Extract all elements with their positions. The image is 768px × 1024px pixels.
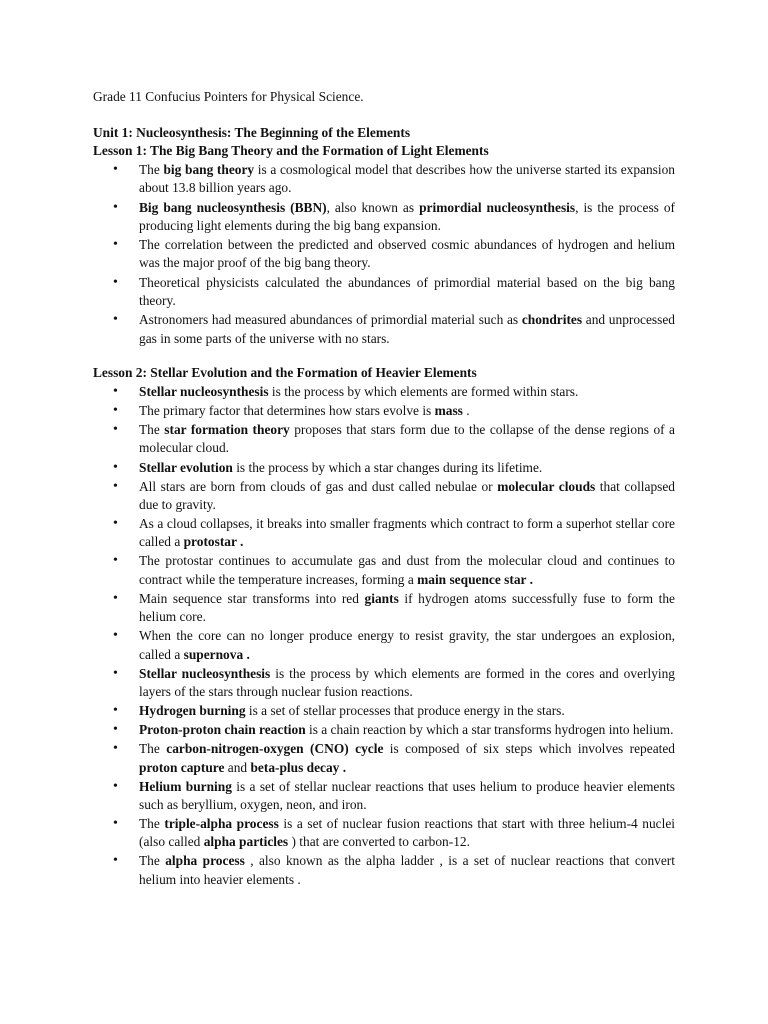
- bold-term: main sequence star .: [417, 571, 533, 587]
- list-item: [93, 311, 675, 348]
- text-run: Astronomers had measured abundances of primordial material such as: [139, 312, 522, 328]
- bold-term: Stellar nucleosynthesis: [139, 384, 269, 399]
- list-item: [93, 236, 675, 273]
- text-run: is a set of stellar processes that produce energy in the stars.: [245, 703, 565, 719]
- bold-term: mass: [434, 403, 463, 419]
- list-item: [93, 665, 675, 702]
- text-run: As a cloud collapses, it breaks into smaller fragments which contract to form a superhot stellar core called a: [139, 516, 675, 550]
- lesson1-heading: Lesson 1: The Big Bang Theory and the Formation of Light Elements: [93, 143, 489, 158]
- bold-term: carbon-nitrogen-oxygen (CNO) cycle: [166, 741, 384, 757]
- bold-term: Helium burning: [139, 778, 232, 794]
- text-run: is a set of stellar nuclear reactions that uses helium to produce heavier elements such as beryllium, oxygen, neon, and iron.: [139, 778, 675, 812]
- list-item: [93, 402, 675, 420]
- bold-term: giants: [364, 590, 399, 606]
- text-run: is the process by which elements are formed within stars.: [268, 384, 579, 399]
- bold-term: beta-plus decay .: [250, 759, 347, 775]
- bold-term: molecular clouds: [497, 478, 596, 494]
- list-item: [93, 740, 675, 777]
- unit-heading: Unit 1: Nucleosynthesis: The Beginning of the Elements: [93, 125, 411, 140]
- list-item: [93, 627, 675, 664]
- text-run: The protostar continues to accumulate gas and dust from the molecular cloud and continues to contract while the temperature increases, forming a: [139, 553, 675, 587]
- list-item: [93, 274, 675, 311]
- text-run: All stars are born from clouds of gas and dust called nebulae or: [139, 478, 498, 494]
- list-item: [93, 478, 675, 515]
- bold-term: chondrites: [521, 312, 583, 328]
- bold-term: proton capture: [139, 759, 225, 775]
- text-run: is a set of nuclear fusion reactions that start with three helium-4 nuclei (also called: [139, 815, 675, 850]
- text-run: if hydrogen atoms successfully fuse to form the helium core.: [139, 590, 675, 625]
- list-item: [93, 702, 675, 720]
- text-run: Theoretical physicists calculated the abundances of primordial material based on the big bang theory.: [139, 274, 675, 309]
- lesson1-bullet-list: [93, 161, 675, 349]
- lesson2-heading: Lesson 2: Stellar Evolution and the Formation of Heavier Elements: [93, 365, 477, 380]
- text-run: ) that are converted to carbon-12.: [288, 834, 470, 850]
- text-run: The: [139, 422, 165, 438]
- bold-term: Hydrogen burning: [139, 703, 246, 719]
- list-item: [93, 199, 675, 236]
- list-item: [93, 590, 675, 627]
- bold-term: big bang theory: [163, 162, 255, 177]
- bold-term: primordial nucleosynthesis: [419, 199, 576, 215]
- text-run: The: [139, 162, 164, 177]
- bold-term: alpha process: [165, 853, 245, 869]
- text-run: is the process by which a star changes during its lifetime.: [232, 459, 543, 475]
- list-item: [93, 778, 675, 815]
- text-run: is the process by which elements are formed in the cores and overlying layers of the stars through nuclear fusion reactions.: [139, 665, 676, 699]
- text-run: The: [139, 853, 166, 869]
- document-title: Grade 11 Confucius Pointers for Physical Science.: [93, 89, 364, 104]
- bold-term: star formation theory: [164, 422, 290, 438]
- bold-term: Stellar nucleosynthesis: [139, 665, 271, 681]
- text-run: is a cosmological model that describes how the universe started its expansion about 13.8 billion years ago.: [139, 162, 676, 196]
- bold-term: protostar .: [183, 534, 244, 550]
- list-item: [93, 515, 675, 552]
- bold-term: supernova .: [183, 646, 250, 662]
- bold-term: alpha particles: [203, 834, 289, 850]
- text-run: and unprocessed gas in some parts of the universe with no stars.: [139, 312, 675, 346]
- bold-term: Proton-proton chain reaction: [139, 722, 306, 738]
- list-item: [93, 161, 675, 198]
- text-run: .: [462, 403, 470, 419]
- text-run: is a chain reaction by which a star transforms hydrogen into helium.: [305, 722, 674, 738]
- text-run: , also known as: [326, 199, 420, 215]
- list-item: [93, 552, 675, 589]
- text-run: The primary factor that determines how stars evolve is: [139, 403, 435, 419]
- list-item: [93, 815, 675, 852]
- lesson2-bullet-list: [93, 383, 675, 890]
- list-item: [93, 459, 675, 477]
- list-item: [93, 852, 675, 889]
- text-run: that collapsed due to gravity.: [139, 478, 675, 512]
- text-run: is composed of six steps which involves repeated: [383, 741, 675, 757]
- text-run: When the core can no longer produce energy to resist gravity, the star undergoes an explosion, called a: [139, 628, 675, 662]
- text-run: The: [139, 741, 167, 757]
- text-run: Main sequence star transforms into red: [139, 590, 365, 606]
- text-run: , also known as the alpha ladder , is a set of nuclear reactions that convert helium into heavier elements .: [139, 853, 675, 887]
- list-item: [93, 383, 675, 401]
- text-run: The: [139, 815, 165, 831]
- bold-term: Big bang nucleosynthesis (BBN): [139, 199, 327, 215]
- text-run: , is the process of producing light elements during the big bang expansion.: [139, 199, 676, 233]
- bold-term: Stellar evolution: [139, 459, 233, 475]
- text-run: The correlation between the predicted and observed cosmic abundances of hydrogen and helium was the major proof of the big bang theory.: [139, 237, 675, 271]
- text-run: proposes that stars form due to the collapse of the dense regions of a molecular cloud.: [139, 422, 675, 456]
- bold-term: triple-alpha process: [164, 815, 279, 831]
- list-item: [93, 721, 675, 739]
- list-item: [93, 421, 675, 458]
- text-run: and: [224, 759, 251, 775]
